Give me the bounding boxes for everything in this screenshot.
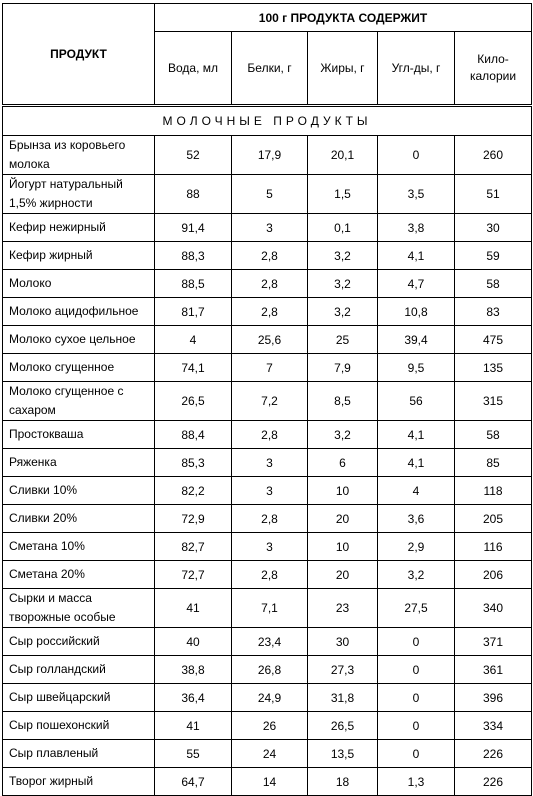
fat-cell: 25	[308, 326, 378, 354]
calories-cell: 340	[455, 589, 532, 628]
product-name-cell: Брынза из коровьего молока	[3, 136, 155, 175]
table-row	[3, 628, 532, 656]
water-cell: 88,4	[155, 421, 232, 449]
water-cell: 72,7	[155, 561, 232, 589]
table-row	[3, 354, 532, 382]
product-name-cell: Сыр российский	[3, 628, 155, 656]
calories-cell: 260	[455, 136, 532, 175]
product-column-header: ПРОДУКТ	[3, 4, 155, 106]
protein-cell: 2,8	[232, 270, 308, 298]
fat-cell: 7,9	[308, 354, 378, 382]
fat-cell: 1,5	[308, 175, 378, 214]
table-row	[3, 421, 532, 449]
fat-cell: 30	[308, 628, 378, 656]
table-row	[3, 242, 532, 270]
nutrition-table	[2, 3, 532, 796]
protein-cell: 7	[232, 354, 308, 382]
carbs-cell: 1,3	[378, 768, 455, 796]
calories-cell: 85	[455, 449, 532, 477]
protein-cell: 3	[232, 449, 308, 477]
water-cell: 36,4	[155, 684, 232, 712]
product-name-cell: Сметана 10%	[3, 533, 155, 561]
carbs-cell: 3,6	[378, 505, 455, 533]
fat-cell: 0,1	[308, 214, 378, 242]
product-name-cell: Творог жирный	[3, 768, 155, 796]
table-row	[3, 505, 532, 533]
product-name-cell: Сливки 10%	[3, 477, 155, 505]
protein-cell: 17,9	[232, 136, 308, 175]
water-cell: 74,1	[155, 354, 232, 382]
fat-cell: 31,8	[308, 684, 378, 712]
fat-cell: 23	[308, 589, 378, 628]
fat-cell: 6	[308, 449, 378, 477]
table-row	[3, 740, 532, 768]
calories-cell: 226	[455, 768, 532, 796]
table-row	[3, 712, 532, 740]
carbs-cell: 0	[378, 712, 455, 740]
group-column-header: 100 г ПРОДУКТА СОДЕРЖИТ	[155, 4, 532, 32]
fat-cell: 27,3	[308, 656, 378, 684]
calories-cell: 116	[455, 533, 532, 561]
water-cell: 85,3	[155, 449, 232, 477]
carbs-cell: 0	[378, 684, 455, 712]
calories-cell: 58	[455, 421, 532, 449]
water-cell: 4	[155, 326, 232, 354]
product-name-cell: Сметана 20%	[3, 561, 155, 589]
carbs-cell: 4,7	[378, 270, 455, 298]
product-name-cell: Сыр швейцарский	[3, 684, 155, 712]
product-name-cell: Сливки 20%	[3, 505, 155, 533]
fat-cell: 3,2	[308, 421, 378, 449]
protein-cell: 3	[232, 533, 308, 561]
carbs-cell: 10,8	[378, 298, 455, 326]
product-name-cell: Сыр пошехонский	[3, 712, 155, 740]
product-name-cell: Молоко ацидофильное	[3, 298, 155, 326]
carbs-cell: 4,1	[378, 449, 455, 477]
table-row	[3, 326, 532, 354]
table-row	[3, 768, 532, 796]
calories-cell: 51	[455, 175, 532, 214]
fat-cell: 3,2	[308, 270, 378, 298]
protein-cell: 3	[232, 214, 308, 242]
protein-cell: 3	[232, 477, 308, 505]
calories-cell: 58	[455, 270, 532, 298]
fat-cell: 13,5	[308, 740, 378, 768]
table-row	[3, 382, 532, 421]
carbs-column-header: Угл-ды, г	[378, 32, 455, 106]
carbs-cell: 27,5	[378, 589, 455, 628]
carbs-cell: 2,9	[378, 533, 455, 561]
carbs-cell: 3,5	[378, 175, 455, 214]
product-name-cell: Сыр голландский	[3, 656, 155, 684]
fat-cell: 10	[308, 477, 378, 505]
table-row	[3, 449, 532, 477]
table-row	[3, 175, 532, 214]
calories-cell: 59	[455, 242, 532, 270]
calories-cell: 371	[455, 628, 532, 656]
protein-cell: 26	[232, 712, 308, 740]
protein-cell: 5	[232, 175, 308, 214]
table-row	[3, 214, 532, 242]
water-cell: 88,3	[155, 242, 232, 270]
fat-cell: 3,2	[308, 298, 378, 326]
water-cell: 26,5	[155, 382, 232, 421]
water-cell: 64,7	[155, 768, 232, 796]
protein-cell: 14	[232, 768, 308, 796]
calories-cell: 205	[455, 505, 532, 533]
table-row	[3, 298, 532, 326]
water-cell: 55	[155, 740, 232, 768]
protein-cell: 23,4	[232, 628, 308, 656]
fat-cell: 3,2	[308, 242, 378, 270]
carbs-cell: 4,1	[378, 242, 455, 270]
fat-cell: 20,1	[308, 136, 378, 175]
table-row	[3, 533, 532, 561]
carbs-cell: 56	[378, 382, 455, 421]
water-cell: 72,9	[155, 505, 232, 533]
calories-cell: 135	[455, 354, 532, 382]
fat-cell: 26,5	[308, 712, 378, 740]
product-name-cell: Молоко	[3, 270, 155, 298]
product-name-cell: Сырки и масса творожные особые	[3, 589, 155, 628]
fat-column-header: Жиры, г	[308, 32, 378, 106]
protein-cell: 2,8	[232, 421, 308, 449]
protein-cell: 2,8	[232, 505, 308, 533]
product-name-cell: Простокваша	[3, 421, 155, 449]
calories-cell: 475	[455, 326, 532, 354]
water-cell: 88,5	[155, 270, 232, 298]
fat-cell: 18	[308, 768, 378, 796]
protein-cell: 7,2	[232, 382, 308, 421]
table-row	[3, 477, 532, 505]
product-name-cell: Ряженка	[3, 449, 155, 477]
table-row	[3, 561, 532, 589]
table-row	[3, 684, 532, 712]
calories-cell: 30	[455, 214, 532, 242]
water-cell: 41	[155, 589, 232, 628]
protein-cell: 24	[232, 740, 308, 768]
calories-cell: 334	[455, 712, 532, 740]
water-column-header: Вода, мл	[155, 32, 232, 106]
calories-cell: 118	[455, 477, 532, 505]
calories-cell: 83	[455, 298, 532, 326]
product-name-cell: Кефир нежирный	[3, 214, 155, 242]
carbs-cell: 3,8	[378, 214, 455, 242]
table-row	[3, 270, 532, 298]
water-cell: 41	[155, 712, 232, 740]
product-name-cell: Кефир жирный	[3, 242, 155, 270]
calories-column-header: Кило-калории	[455, 32, 532, 106]
section-title: МОЛОЧНЫЕ ПРОДУКТЫ	[3, 106, 532, 136]
water-cell: 82,7	[155, 533, 232, 561]
calories-cell: 361	[455, 656, 532, 684]
carbs-cell: 9,5	[378, 354, 455, 382]
carbs-cell: 39,4	[378, 326, 455, 354]
carbs-cell: 0	[378, 740, 455, 768]
protein-cell: 2,8	[232, 561, 308, 589]
table-row	[3, 589, 532, 628]
carbs-cell: 3,2	[378, 561, 455, 589]
calories-cell: 315	[455, 382, 532, 421]
product-name-cell: Йогурт натуральный 1,5% жирности	[3, 175, 155, 214]
calories-cell: 396	[455, 684, 532, 712]
fat-cell: 8,5	[308, 382, 378, 421]
protein-cell: 7,1	[232, 589, 308, 628]
protein-cell: 25,6	[232, 326, 308, 354]
protein-cell: 2,8	[232, 242, 308, 270]
table-row	[3, 656, 532, 684]
product-name-cell: Молоко сухое цельное	[3, 326, 155, 354]
fat-cell: 10	[308, 533, 378, 561]
table-row	[3, 136, 532, 175]
product-name-cell: Молоко сгущенное	[3, 354, 155, 382]
carbs-cell: 0	[378, 136, 455, 175]
calories-cell: 226	[455, 740, 532, 768]
fat-cell: 20	[308, 561, 378, 589]
protein-cell: 24,9	[232, 684, 308, 712]
carbs-cell: 4,1	[378, 421, 455, 449]
product-name-cell: Сыр плавленый	[3, 740, 155, 768]
carbs-cell: 4	[378, 477, 455, 505]
calories-cell: 206	[455, 561, 532, 589]
water-cell: 52	[155, 136, 232, 175]
product-name-cell: Молоко сгущенное с сахаром	[3, 382, 155, 421]
protein-cell: 26,8	[232, 656, 308, 684]
water-cell: 91,4	[155, 214, 232, 242]
water-cell: 88	[155, 175, 232, 214]
water-cell: 40	[155, 628, 232, 656]
protein-column-header: Белки, г	[232, 32, 308, 106]
carbs-cell: 0	[378, 656, 455, 684]
water-cell: 38,8	[155, 656, 232, 684]
water-cell: 82,2	[155, 477, 232, 505]
carbs-cell: 0	[378, 628, 455, 656]
fat-cell: 20	[308, 505, 378, 533]
protein-cell: 2,8	[232, 298, 308, 326]
water-cell: 81,7	[155, 298, 232, 326]
